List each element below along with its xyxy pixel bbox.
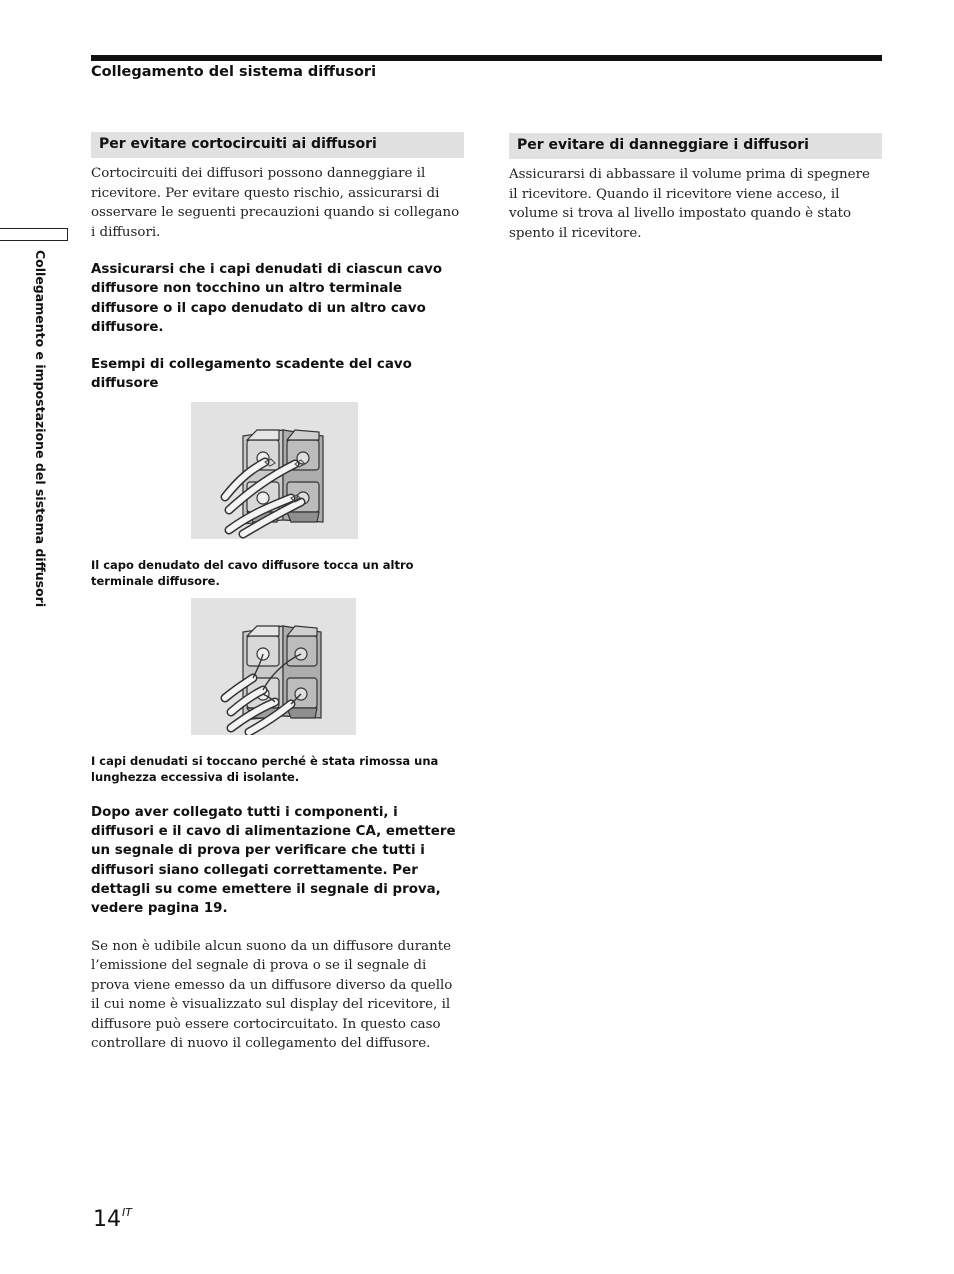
examples-heading: Esempi di collegamento scadente del cavo diffusore [91,357,412,392]
figure-excess-insulation-removed [191,598,464,735]
figure-wire-touches-terminal [191,402,464,539]
heading-damage-speakers: Per evitare di danneggiare i diffusori [509,133,882,159]
side-tab-label: Collegamento e impostazione del sistema diffusori [33,250,48,608]
volume-paragraph: Assicurarsi di abbassare il volume prima di spegnere il ricevitore. Quando il ricevitore viene acceso, il volume si trova al livello impostato quando è stato spento il ricevitore. [509,167,870,241]
heading-short-circuit: Per evitare cortocircuiti ai diffusori [91,132,464,158]
top-rule [91,55,882,61]
after-connection-paragraph: Dopo aver collegato tutti i componenti, i diffusori e il cavo di alimentazione CA, emettere un segnale di prova per verificare che tutti i diffusori siano collegati correttamente. Per dettagli su come emettere il segnale di prova, vedere pagina 19. [91,804,456,917]
figure2-caption: I capi denudati si toccano perché è stata rimossa una lunghezza eccessiva di isolante. [91,753,439,784]
warning-paragraph: Assicurarsi che i capi denudati di ciascun cavo diffusore non tocchino un altro terminale diffusore o il capo denudato di un altro cavo diffusore. [91,262,443,335]
section-header: Collegamento del sistema diffusori [91,64,377,80]
page-number-suffix: IT [122,1206,132,1219]
page-number-value: 14 [93,1207,121,1232]
figure1-caption: Il capo denudato del cavo diffusore tocca un altro terminale diffusore. [91,557,414,588]
no-sound-paragraph: Se non è udibile alcun suono da un diffusore durante l’emissione del segnale di prova o se il segnale di prova viene emesso da un diffusore diverso da quello il cui nome è visualizzato sul display del ricevitore, il diffusore può essere cortocircuitato. In questo caso controllare di nuovo il collegamento del diffusore. [91,938,453,1052]
speaker-terminal-illustration-2 [191,598,356,735]
side-tab-marker [0,228,68,241]
page-number [93,1206,132,1232]
speaker-terminal-illustration-1 [191,402,358,539]
right-column [509,133,882,243]
intro-paragraph: Cortocircuiti dei diffusori possono danneggiare il ricevitore. Per evitare questo rischio, assicurarsi di osservare le seguenti precauzioni quando si collegano i diffusori. [91,166,460,240]
left-column [91,132,464,1054]
